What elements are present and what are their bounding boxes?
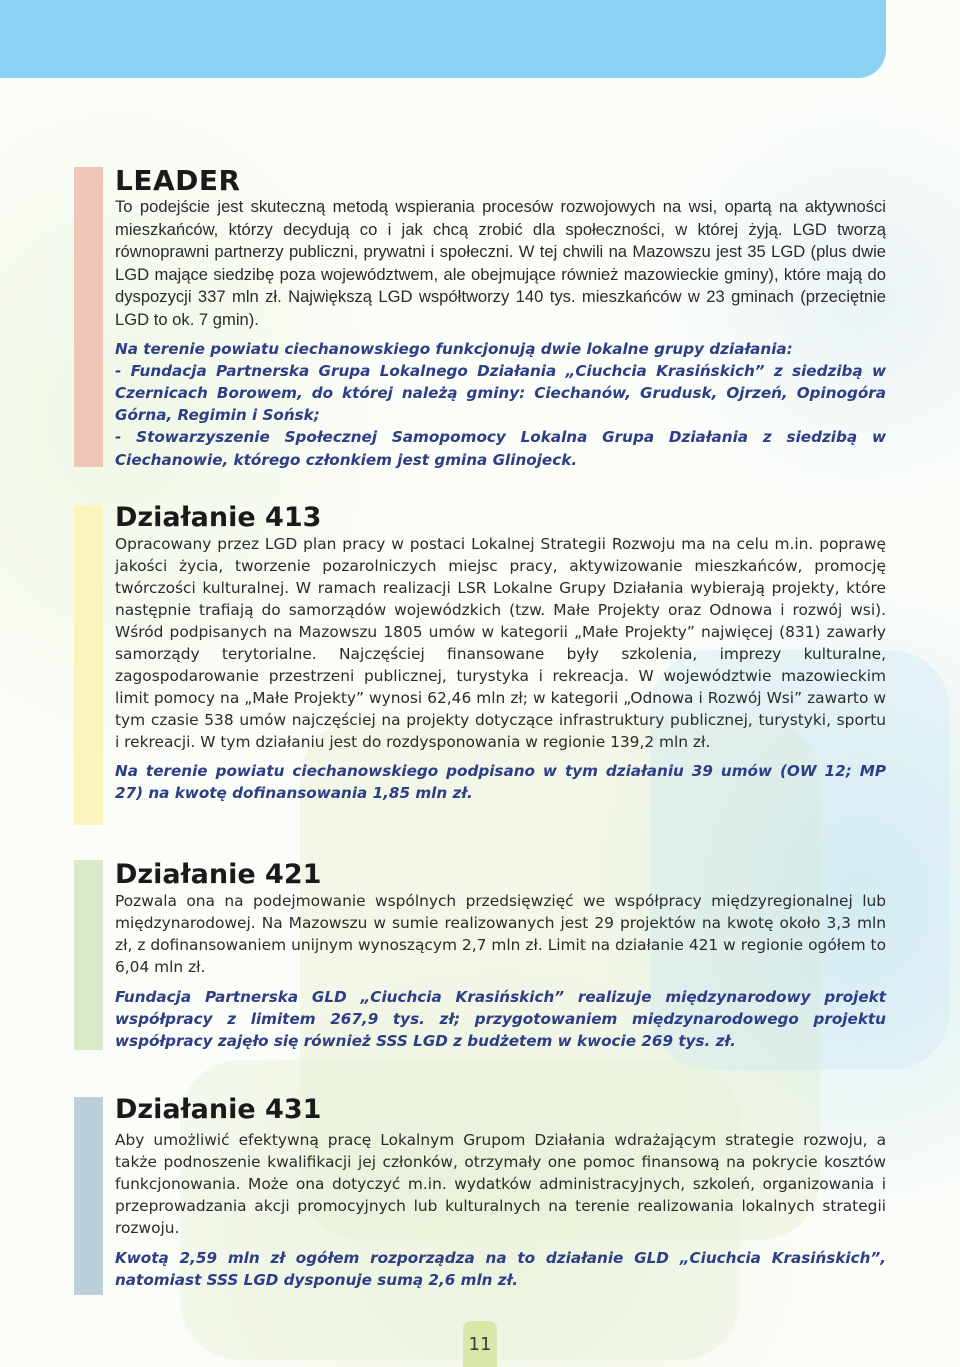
- section-bar-421: [74, 860, 103, 1050]
- section-431: [115, 1095, 886, 1291]
- top-banner: [0, 0, 886, 78]
- page-number: 11: [463, 1321, 497, 1367]
- section-body: Aby umożliwić efektywną pracę Lokalnym Grupom Działania wdrażającym strategie rozwoju, a także podnoszenie kwalifikacji jej członków, otrzymały one pomoc finansową na pokrycie kosztów funkcjonowania. Może ona dotyczyć m.in. wydatków administracyjnych, szkoleń, organizowania i przeprowadzania akcji promocyjnych lub kulturalnych na terenie realizowania lokalnych strategii rozwoju.: [115, 1131, 886, 1237]
- section-body: Opracowany przez LGD plan pracy w postaci Lokalnej Strategii Rozwoju ma na celu m.in. poprawę jakości życia, tworzenie pozarolniczych miejsc pracy, aktywizowanie mieszkańców, promocję twórczości kulturalnej. W ramach realizacji LSR Lokalne Grupy Działania wybierają projekty, które następnie trafiają do samorządów wojewódzkich (tzw. Małe Projekty oraz Odnowa i rozwój wsi). Wśród podpisanych na Mazowszu 1805 umów w kategorii „Małe Projekty” najwięcej (831) zawarły samorządy terytorialne. Najczęściej finansowane były szkolenia, imprezy kulturalne, zagospodarowanie przestrzeni publicznej, turystyka i rekreacja. W województwie mazowieckim limit pomocy na „Małe Projekty” wynosi 62,46 mln zł; w kategorii „Odnowa i Rozwój Wsi” zawarto w tym czasie 538 umów najczęściej na projekty dotyczące infrastruktury publicznej, turystyki, sportu i rekreacji. W tym działaniu jest do rozdysponowania w regionie 139,2 mln zł.: [115, 535, 886, 751]
- section-note: Kwotą 2,59 mln zł ogółem rozporządza na to działanie GLD „Ciuchcia Krasińskich”, natomiast SSS LGD dysponuje sumą 2,6 mln zł.: [115, 1249, 886, 1290]
- section-body: Pozwala ona na podejmowanie wspólnych przedsięwzięć we współpracy międzyregionalnej lub międzynarodowej. Na Mazowszu w sumie realizowanych jest 29 projektów na kwotę około 3,3 mln zł, z dofinansowaniem unijnym wynoszącym 2,7 mln zł. Limit na działanie 421 w regionie ogółem to 6,04 mln zł.: [115, 892, 886, 976]
- section-title: LEADER: [115, 164, 241, 197]
- section-title: Działanie 431: [115, 1094, 322, 1125]
- section-413: [115, 503, 886, 804]
- section-title: Działanie 413: [115, 502, 322, 533]
- note-line: - Stowarzyszenie Społecznej Samopomocy Lokalna Grupa Działania z siedzibą w Ciechanowie, którego członkiem jest gmina Glinojeck.: [115, 428, 886, 469]
- section-note: [115, 338, 886, 471]
- note-line: - Fundacja Partnerska Grupa Lokalnego Działania „Ciuchcia Krasińskich” z siedzibą w Czernicach Borowem, do której należą gminy: Ciechanów, Grudusk, Ojrzeń, Opinogóra Górna, Regimin i Sońsk;: [115, 361, 886, 425]
- note-line: Na terenie powiatu ciechanowskiego funkcjonują dwie lokalne grupy działania:: [115, 339, 793, 358]
- section-note: Na terenie powiatu ciechanowskiego podpisano w tym działaniu 39 umów (OW 12; MP 27) na kwotę dofinansowania 1,85 mln zł.: [115, 762, 886, 803]
- section-bar-413: [74, 505, 103, 825]
- section-title: Działanie 421: [115, 859, 322, 890]
- section-421: [115, 860, 886, 1053]
- section-leader: [115, 166, 886, 471]
- section-body: To podejście jest skuteczną metodą wspierania procesów rozwojowych na wsi, opartą na aktywności mieszkańców, którzy decydują co i jak chcą zrobić dla społeczności, w której żyją. LGD tworzą równoprawni partnerzy publiczni, prywatni i społeczni. W tej chwili na Mazowszu jest 35 LGD (plus dwie LGD mające siedzibę poza województwem, ale obejmujące również mazowieckie gminy), które mają do dyspozycji 337 mln zł. Największą LGD współtworzy 140 tys. mieszkańców w 23 gminach (przeciętnie LGD to ok. 7 gmin).: [115, 197, 886, 329]
- section-bar-leader: [74, 167, 103, 467]
- section-note: Fundacja Partnerska GLD „Ciuchcia Krasińskich” realizuje międzynarodowy projekt współpracy z limitem 267,9 tys. zł; przygotowaniem międzynarodowego projektu współpracy zajęło się również SSS LGD z budżetem w kwocie 269 tys. zł.: [115, 988, 886, 1051]
- section-bar-431: [74, 1097, 103, 1295]
